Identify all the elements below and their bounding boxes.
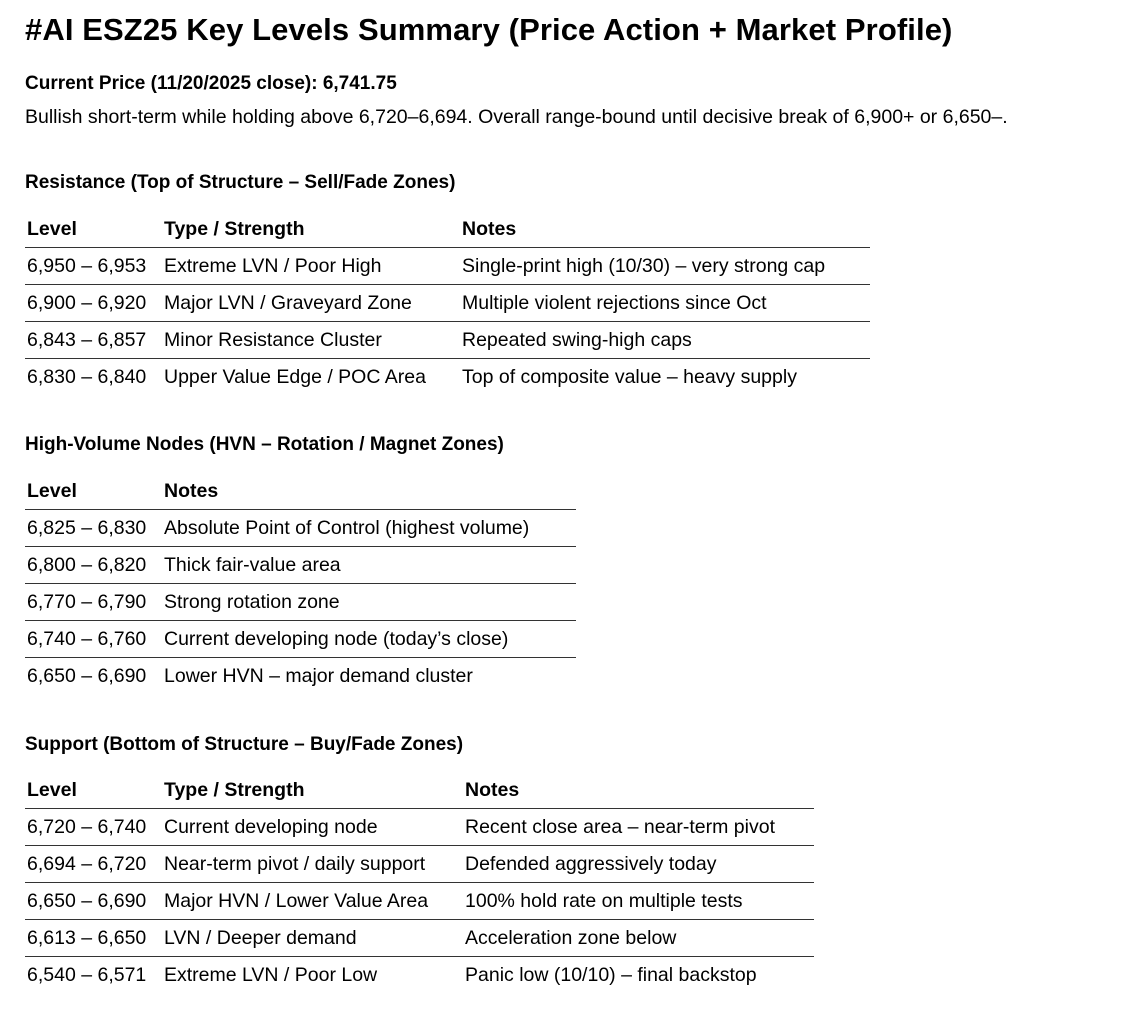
notes-cell: Current developing node (today’s close) xyxy=(162,621,576,658)
current-price: Current Price (11/20/2025 close): 6,741.75 xyxy=(25,73,397,94)
notes-cell: 100% hold rate on multiple tests xyxy=(463,883,814,920)
notes-cell: Thick fair-value area xyxy=(162,547,576,584)
table-header-row xyxy=(25,473,576,510)
column-header-level: Level xyxy=(25,211,162,248)
type-cell: Current developing node xyxy=(164,815,378,838)
table-row xyxy=(25,621,576,658)
resistance-table xyxy=(25,211,870,395)
level-cell: 6,770 – 6,790 xyxy=(25,584,162,621)
type-cell: Near-term pivot / daily support xyxy=(162,846,463,883)
level-cell: 6,843 – 6,857 xyxy=(25,322,162,359)
type-cell: Minor Resistance Cluster xyxy=(162,322,460,359)
column-header-type: Type / Strength xyxy=(162,211,460,248)
level-cell: 6,694 – 6,720 xyxy=(25,846,162,883)
table-header-row xyxy=(25,772,814,809)
type-cell: Major HVN / Lower Value Area xyxy=(162,883,463,920)
resistance-section-title: Resistance (Top of Structure – Sell/Fade Zones) xyxy=(25,172,456,193)
table-header-row xyxy=(25,211,870,248)
notes-cell: Acceleration zone below xyxy=(463,920,814,957)
hvn-table xyxy=(25,473,576,694)
support-section-title: Support (Bottom of Structure – Buy/Fade Zones) xyxy=(25,734,464,755)
level-cell: 6,540 – 6,571 xyxy=(25,957,162,994)
column-header-level: Level xyxy=(25,772,162,809)
level-cell: 6,740 – 6,760 xyxy=(25,621,162,658)
table-row xyxy=(25,658,576,695)
level-cell: 6,900 – 6,920 xyxy=(25,285,162,322)
notes-cell: Defended aggressively today xyxy=(463,846,814,883)
level-cell: 6,950 – 6,953 xyxy=(27,254,147,277)
notes-cell: Recent close area – near-term pivot xyxy=(465,815,775,838)
summary-text: Bullish short-term while holding above 6,720–6,694. Overall range-bound until decisive break of 6,900+ or 6,650–. xyxy=(25,106,1008,128)
type-cell: Major LVN / Graveyard Zone xyxy=(162,285,460,322)
notes-cell: Repeated swing-high caps xyxy=(460,322,870,359)
column-header-notes: Notes xyxy=(162,473,576,510)
hvn-section-title: High-Volume Nodes (HVN – Rotation / Magnet Zones) xyxy=(25,434,504,455)
notes-cell: Lower HVN – major demand cluster xyxy=(162,658,576,695)
table-row xyxy=(25,846,814,883)
table-row xyxy=(25,510,576,547)
notes-cell: Top of composite value – heavy supply xyxy=(460,359,870,396)
table-row xyxy=(25,322,870,359)
table-row xyxy=(25,920,814,957)
column-header-level: Level xyxy=(25,473,162,510)
type-cell: Extreme LVN / Poor Low xyxy=(162,957,463,994)
type-cell: LVN / Deeper demand xyxy=(162,920,463,957)
table-row xyxy=(25,957,814,994)
level-cell: 6,650 – 6,690 xyxy=(25,658,162,695)
type-cell: Upper Value Edge / POC Area xyxy=(162,359,460,396)
column-header-notes: Notes xyxy=(460,211,870,248)
level-cell: 6,800 – 6,820 xyxy=(25,547,162,584)
table-row xyxy=(25,547,576,584)
notes-cell: Multiple violent rejections since Oct xyxy=(460,285,870,322)
notes-cell: Single-print high (10/30) – very strong cap xyxy=(462,254,826,277)
table-row xyxy=(25,809,814,846)
notes-cell: Absolute Point of Control (highest volume) xyxy=(164,516,530,539)
type-cell: Extreme LVN / Poor High xyxy=(164,254,382,277)
table-row xyxy=(25,285,870,322)
level-cell: 6,613 – 6,650 xyxy=(25,920,162,957)
table-row xyxy=(25,359,870,396)
table-row xyxy=(25,584,576,621)
column-header-notes: Notes xyxy=(463,772,814,809)
column-header-type: Type / Strength xyxy=(162,772,463,809)
page-title: #AI ESZ25 Key Levels Summary (Price Action + Market Profile) xyxy=(25,12,953,47)
level-cell: 6,720 – 6,740 xyxy=(27,815,147,838)
notes-cell: Strong rotation zone xyxy=(162,584,576,621)
support-table xyxy=(25,772,814,993)
table-row xyxy=(25,883,814,920)
notes-cell: Panic low (10/10) – final backstop xyxy=(463,957,814,994)
level-cell: 6,825 – 6,830 xyxy=(27,516,147,539)
level-cell: 6,650 – 6,690 xyxy=(25,883,162,920)
table-row xyxy=(25,248,870,285)
level-cell: 6,830 – 6,840 xyxy=(25,359,162,396)
